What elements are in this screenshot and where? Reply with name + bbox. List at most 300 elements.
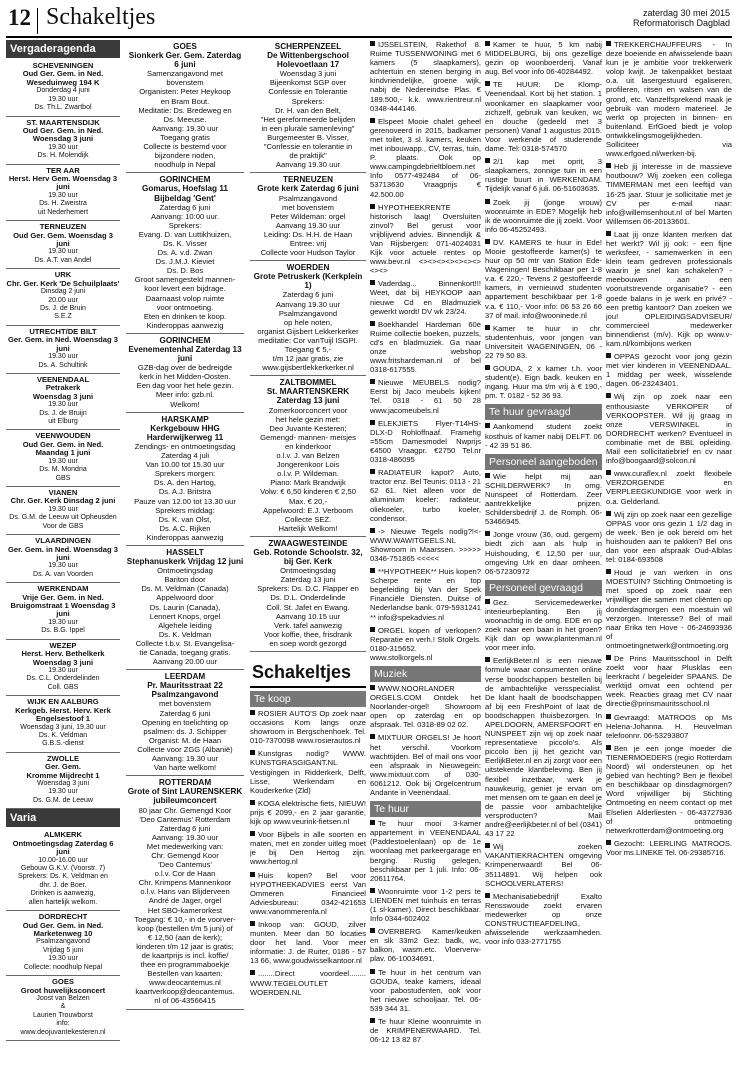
event-detail-line: Vrijdag 5 juni (42, 946, 84, 954)
classified-ad-text: www.curaflex.nl zoekt flexibele VERZORGENDE en VERPLEEGKUNDIGE voor werk in o.a. Gelderland. (606, 469, 732, 506)
event-detail-line: S.E.Z (54, 313, 72, 321)
classified-ad (370, 927, 481, 963)
classified-ad-text: WWW.NOORLANDER ORGELS.COM Ontdek het Noorlander-orgel! Showroom open op zaterdag en op afspraak. Tel. 0318-89 02 02. (370, 684, 481, 730)
classified-ad-text: Laat jij onze klanten merken dat het werkt? Wil jij ook: - een fijne werksfeer, - samenwerken in een klein team gedreven professionals waarin je snel kan schakelen? - meebouwen aan een vooruitstrevende organisatie? - een goede balans in je werk en privé? - een prettig kantoor? Dan zoeken we jou! OPLEIDINGSADVISEUR/ commercieel medewerker binnendienst (m/v). Kijk op www.v-kam.nl/kombijons werken (606, 229, 732, 348)
bullet-square-icon (370, 1018, 375, 1023)
event-detail-line: Sprekers: Ds. D.C. Flapper en (257, 584, 359, 594)
event-detail-line: 19.30 uur (48, 788, 78, 796)
event-listing (6, 753, 120, 810)
category-header: Varia (6, 809, 120, 827)
bullet-square-icon (250, 800, 255, 805)
event-detail-line: "Confessie en tolerantie in (263, 142, 353, 152)
event-detail-line: bijzondere noden, (154, 151, 216, 161)
event-detail-line: Welkom! (170, 399, 200, 409)
event-detail-line: Aanvang 19.30 uur (275, 160, 341, 170)
event-listing (6, 640, 120, 697)
bullet-square-icon (606, 511, 611, 516)
classified-ad-text: OVERBERG Kamer/keuken en slk 33m2 Gez: badk, wc, balkon, wasm.etc. Vloerverw-plav. 06-10034691. (370, 927, 481, 964)
classified-ad-text: ORGEL kopen of verkopen? Reparatie en verh.! Stolk Orgels. 0180-315652. www.stolkorgels.nl (370, 625, 481, 662)
event-listing (6, 829, 120, 911)
event-detail-line: Samenzangavond met (147, 69, 223, 79)
classified-ad-text: IJSSELSTEIN, Rakethof 8. Ruime TUSSENWONING met 6 kamers (5 slaapkamers), achtertuin en stenen berging in kindvriendelijke, groene wijk, nabij de Nedereindse Plas. € 189.500,- k.k. www.rientreur.nl 0348-444146. (370, 40, 481, 113)
event-detail-line: Ds. K. van Olst, (158, 514, 212, 524)
event-title-line: Kerkgebouw HHG Harderwijkerweg 11 (146, 423, 224, 442)
event-listing (6, 374, 120, 431)
event-detail-line: www.gijsbertlekkerkerker.nl (262, 363, 354, 373)
event-detail-line: Ds. H. Zweistra (39, 200, 87, 208)
event-detail-line: Toegang gratis (160, 132, 210, 142)
event-detail-line: Ds. A.J. Britstra (158, 487, 212, 497)
event-title-line: Ger. Gem. in Ned. Woensdag 3 juni (8, 544, 118, 562)
event-detail-line: Sprekers morgen: (154, 469, 216, 479)
event-detail-line: Evang. D. van Luttikhuizen, (138, 229, 232, 239)
event-detail-line: Zaterdag 6 juni (159, 823, 211, 833)
event-detail-line: "Het gereformeerde belijden (260, 114, 356, 124)
event-listing (126, 173, 244, 334)
event-detail-line: Ds. M. Veldman (Canada) (141, 584, 229, 594)
bullet-square-icon (485, 599, 490, 604)
event-detail-line: 19.30 uur (48, 457, 78, 465)
page-number: 12 (8, 5, 31, 30)
bullet-square-icon (370, 204, 375, 209)
event-listing (250, 261, 366, 376)
event-title-line: Ger. Gem. in Ned. Woensdag 3 juni (8, 335, 118, 353)
subsection-header: Personeel gevraagd (485, 580, 602, 596)
event-detail-line: voor ontmoeting. (156, 302, 214, 312)
classified-ad-text: ........Direct voordeel........ WWW.TEGELOUTLET WOERDEN.NL (250, 969, 366, 997)
event-title-line: Grote of Sint LAURENSKERK (127, 787, 243, 797)
event-title-line: Oud Ger. Gem. in Ned. Maandag 1 juni (22, 439, 104, 458)
event-title-line: VIANEN (48, 487, 78, 497)
event-detail-line: Collecte: noodhulp Nepal (23, 963, 103, 971)
event-title-line: Chr. Ger. Kerk Dinsdag 2 juni (10, 496, 116, 506)
event-detail-line: bovenstem (166, 78, 204, 88)
bullet-square-icon (606, 655, 611, 660)
event-title-line: Sionkerk Ger. Gem. Zaterdag 6 juni (128, 51, 242, 70)
event-detail-line: 19.30 uur (48, 191, 78, 199)
event-detail-line: Chr. Gemengd Koor (151, 850, 219, 860)
event-title-line: Oud Ger. Gem. in Ned. Weseduinweg 194 K (22, 69, 104, 87)
classified-ad-text: TE HUUR: De Klomp-Veenendaal. Kort bij het station. 1 woonkamer en slaapkamer voor zichzelf, gebruik van keuken, wc en douche (gedeeld met 3 personen) Vanaf 1 augustus 2015. Voor werkende of studerende dame. Tel: 0318-574570 (485, 80, 602, 154)
bullet-square-icon (370, 469, 375, 474)
bullet-square-icon (606, 231, 611, 236)
event-detail-line: uit Elburg (48, 418, 78, 426)
event-title-line: ALMKERK (44, 830, 82, 840)
subsection-header: Te huur gevraagd (485, 404, 602, 420)
classified-ad (370, 419, 481, 464)
bullet-square-icon (606, 745, 611, 750)
event-listing (126, 776, 244, 1009)
classified-ad-text: Gez. Servicemedewerker interieurbeplanting. Ben jij woonachtig in de omg. EDE en op zoek naar een baan in het groen? Kijk dan op www.plantenman.nl voor meer info. (485, 597, 602, 653)
event-detail-line: Lennert Knops, orgel (149, 611, 221, 621)
classified-ad (606, 469, 732, 505)
event-title-line: VLAARDINGEN (35, 536, 91, 546)
bullet-square-icon (606, 569, 611, 574)
classified-ad-text: Wij zijn op zoek naar een gezellige OPPAS voor ons gezin 1 1/2 dag in de week. Ben je ook bereid om het huishouden aan te pakken? Bel ons dan voor een afspraak Oud-Alblas tel: 0184-693508 (606, 509, 732, 565)
bullet-square-icon (370, 420, 375, 425)
event-detail-line: Peter Wildeman: orgel (270, 211, 346, 221)
event-detail-line: Ds. K. Visser (163, 238, 207, 248)
event-detail-line: www.deojuvantekesteren.nl (20, 1028, 106, 1036)
classified-ad (370, 279, 481, 315)
classified-ad-text: DV. KAMERS te huur in Ede! Mooie gestoffeerde kamer(s) te huur op 50 mtr van Station Ede-Wageningen! Beschikbaar per 1-8 v.a. € 220,- Tevens 2 gestoffeerde kamers, in vernieuwd studenten appartement beschikbaar per 1-8 v.a. € 110,- Voor info: 06 53 26 66 37 of mail. info@wooninede.nl (485, 237, 602, 320)
event-detail-line: Coll. St. Jafet en Ewang. (266, 602, 350, 612)
event-detail-line: Dr. H. van den Belt, (275, 105, 341, 115)
classified-ad (250, 749, 366, 794)
classified-ad (485, 238, 602, 320)
classified-ad (370, 203, 481, 276)
event-title-line: De Wittenbergschool Holevoetlaan 17 (267, 51, 349, 70)
bullet-square-icon (250, 872, 255, 877)
bullet-square-icon (485, 473, 490, 478)
event-detail-line: GZB-dag over de bedreigde (137, 363, 233, 373)
event-title-line: Chr. Ger. Kerk 'De Schuilplaats' (6, 278, 120, 288)
event-detail-line: Collecte is bestemd voor (143, 142, 227, 152)
event-listing (6, 976, 120, 1041)
classified-ad-text: TREKKERCHAUFFEURS - In deze boeiende en afwisselende baan kun je je ambitie voor trekkerwerk volop kwijt. Je takenpakket bestaat o.a. uit lasergestuurd egaliseren, profileren, ritsen en walsen van de grond, etc. Vanzelfsprekend maak je gebruik van modern materieel. Je werkt op projecten in binnen- en buitenland. ErfGoed biedt je volop ontwikkelingsmogelijkheden. Solliciteer via www.erfgoed.nl/werken-bij. (606, 40, 732, 159)
event-listing (6, 221, 120, 269)
event-detail-line: Gebouw G.K.V. (Voorstr. 7) (20, 865, 106, 873)
event-detail-line: Ds. C.L. Onderdelinden (26, 675, 100, 683)
event-listing (126, 40, 244, 173)
classified-ad-text: Voor Bijbels in alle soorten en maten, met en zonder uitleg moet je bij Den Hertog zijn. www.hertog.nl (250, 830, 366, 867)
event-detail-line: Verk. tafel aanwezig (274, 620, 342, 630)
event-detail-line: o.l.v. Cor de Haan (154, 869, 216, 879)
bullet-square-icon (250, 710, 255, 715)
event-detail-line: Meer info: gzb.nl. (155, 390, 215, 400)
event-title-line: TER AAR (46, 165, 80, 175)
event-detail-line: GBS (55, 474, 71, 482)
bullet-square-icon (370, 969, 375, 974)
event-detail-line: en soep wordt gezorgd (269, 638, 347, 648)
event-title-line: TERNEUZEN (282, 175, 334, 185)
page-header (6, 2, 732, 38)
event-detail-line: Aanvang 10.15 uur (275, 611, 341, 621)
column-1 (6, 40, 120, 1064)
event-detail-line: Hartelijk Welkom! (278, 523, 338, 533)
event-detail-line: de praktijk" (289, 151, 327, 161)
classified-ad-text: MIXTUUR ORGELS! Je hoort het verschil. Voorkom wachttijden. Bel of mail ons voor een afspraak in Nieuwegein: www.mixtuur.com of 030-6061212. Ook bij Orgelcentrum Andante in Veenendaal. (370, 733, 481, 798)
event-detail-line: Organisten: Peter Heykoop (139, 87, 231, 97)
event-detail-line: 19.30 uur (48, 401, 78, 409)
classified-ad (485, 472, 602, 527)
bullet-square-icon (606, 470, 611, 475)
event-detail-line: Ds. A.C. Rijken (159, 523, 211, 533)
event-detail-line: Max. € 20,- (289, 496, 327, 506)
event-title-line: Pr. Mauritsstraat 22 Psalmzangavond (147, 681, 223, 700)
event-detail-line: Sprekers: (291, 96, 325, 106)
event-detail-line: Aanvang 19.30 uur (275, 299, 341, 309)
event-title-line: UTRECHT/DE BILT (29, 326, 97, 336)
event-detail-line: Aanvang: 19.30 uur (151, 123, 219, 133)
classified-ad-text: Heb jij interesse in de massieve houtbouw? Wij zoeken een collega TIMMERMAN met een leeftijd van 16-25 jaar. Stuur je sollicitatie met je CV per e-mail naar: info@willemsenhout.nl of bel Marten Willemsen 06-20133601. (606, 162, 732, 226)
event-detail-line: 20.00 uur (48, 296, 78, 304)
event-title-line: URK (54, 270, 72, 280)
classified-ad-text: GOUDA, 2 x kamer t.h. voor student(e). Eign badk. keuken en ingang. Huur ma t/m vrij à € 190,- pm. T. 0182 - 52 36 93. (485, 364, 602, 401)
classified-ad-text: Nieuwe MEUBELS nodig? Eerst bij Jaco meubels kijken! Tel. 0318 - 61 50 28 www.jacomeubels.nl (370, 378, 481, 415)
event-title-line: GOES (52, 977, 74, 987)
subsection-header: Te koop (250, 691, 366, 707)
event-detail-line: Van harte welkom! (153, 763, 217, 773)
classified-ad (606, 744, 732, 835)
classified-ad-text: Aankomend student zoekt kosthuis of kamer nabij DELFT. 06 - 42 39 51 86. (485, 422, 602, 450)
event-detail-line: Kinderoppas aanwezig (146, 532, 224, 542)
classified-ad-text: OPPAS gezocht voor jong gezin met vier kinderen in VEENENDAAL. 1 middag per week, wisselende dagen. 06-23243401. (606, 352, 732, 389)
event-detail-line: meditatie: Cor vanTuijl ISGPI. (258, 335, 358, 345)
classified-ad-text: Elspeet Mooie chalet geheel gerenoveerd in 2015, badkamer met toilet, 3 sl. kamers, keuken met inbouwapp., CV, terras, tuin, P. plaats. Ook op www.campingdebrieltbloem.net Info 0577-492484 of 06-53713630 Vraagprijs € 42.500.00 (370, 116, 481, 199)
classified-ad (606, 713, 732, 740)
bullet-square-icon (250, 970, 255, 975)
event-detail-line: 'Deo Cantemus' (158, 860, 212, 870)
event-title-line: ROTTERDAM (158, 778, 212, 788)
event-listing (250, 173, 366, 261)
event-title-line: Grote kerk Zaterdag 6 juni (257, 184, 359, 194)
bullet-square-icon (606, 353, 611, 358)
event-detail-line: 19.30 uur (48, 505, 78, 513)
event-detail-line: Zaterdag 6 juni (159, 708, 211, 718)
event-detail-line: Woensdag 3 juni, 19.30 uur (20, 723, 106, 731)
classified-ad (485, 842, 602, 887)
event-detail-line: kaartverkoop@deocantemus. (135, 987, 235, 997)
event-detail-line: Ds. K. Veldman (158, 629, 212, 639)
classified-ad (370, 117, 481, 199)
classified-ad-text: Te huur Kleine woonruimte in de KRIMPENERWAARD. Tel. 06-12 13 82 87 (370, 1017, 481, 1045)
bullet-square-icon (606, 163, 611, 168)
classified-ad-text: Huis kopen? Bel voor HYPOTHEEKADVIES eerst Van Ommeren Financieel Adviesbureau: 0342-421653 www.vanommerenfa.nl (250, 870, 366, 916)
classified-ad (606, 568, 732, 650)
event-detail-line: Volw: € 6,50 kinderen € 2,50 (260, 487, 356, 497)
event-detail-line: Gemengd- mannen- meisjes (260, 432, 356, 442)
classified-ad-text: Jonge vrouw (36, oud. gergem) biedt zich aan als hulp in Huishouding, € 12,50 per uur, omgeving Urk en daar omheen. 06-57230972 (485, 530, 602, 576)
event-title-line: WIJK EN AALBURG (27, 697, 99, 707)
classified-ad (250, 830, 366, 866)
bullet-square-icon (485, 325, 490, 330)
event-detail-line: Toegang: € 10,- in de voorver- (134, 914, 236, 924)
event-detail-line: Ds. Laurin (Canada), (149, 602, 221, 612)
event-detail-line: 80 jaar Chr. Gemengd Koor (138, 805, 232, 815)
event-detail-line: Jongerenkoor Lois (276, 460, 340, 470)
event-detail-line: 19.30 uur (48, 143, 78, 151)
classified-ad-text: Te huur mooi 3-kamer appartement in VEENENDAAL (Paddestoelenlaan) op de 1e woonlaag met parkeergarage en berging. Rustig gelegen, beschikbaar per 1 juli. Info: 06-20611764. (370, 819, 481, 883)
event-detail-line: 19.30 uur (48, 562, 78, 570)
classified-ad (485, 40, 602, 76)
classified-ad (370, 733, 481, 797)
event-detail-line: Psalmzangavond (36, 938, 90, 946)
event-detail-line: o.l.v. P. Wildeman. (277, 469, 339, 479)
event-title-line: LEERDAM (164, 672, 206, 682)
classified-ad-text: Zoek jij (jonge vrouw) woonruimte in EDE? Mogelijk heb ik de woonruimte die jij zoekt. Voor info 06-45252493. (485, 197, 602, 234)
event-detail-line: Ontmoetingsdag (280, 566, 336, 576)
event-detail-line: Ds. J.M.J. Kieviet (155, 257, 215, 267)
bullet-square-icon (370, 118, 375, 123)
event-detail-line: 10.00-16.00 uur (38, 856, 88, 864)
bullet-square-icon (485, 41, 490, 46)
event-title-line: Herst. Herv. Bethelkerk Woensdag 3 juni (21, 649, 105, 667)
classified-ad (250, 969, 366, 996)
classified-ad-text: Boekhandel Hardeman 60e Ruime collectie boeken, puzzels, cd's en bladmuziek. Ga naar onze webshop www.fritshardeman.nl of bel 0318-617555. (370, 319, 481, 375)
event-detail-line: Voor koffie, thee, frisdrank (263, 629, 353, 639)
event-detail-line: Daarnaast volop ruimte (145, 293, 225, 303)
event-title-line: VEENWOUDEN (35, 431, 91, 441)
event-title-line: TERNEUZEN (39, 222, 87, 232)
bullet-square-icon (485, 81, 490, 86)
bullet-square-icon (370, 280, 375, 285)
event-listing (6, 60, 120, 117)
bullet-square-icon (370, 627, 375, 632)
event-listing (126, 334, 244, 413)
classified-ad-text: EerlijkBeter.nl is een nieuwe formule waar consumenten online verse boodschappen bestellen bij de ambachtelijke versspecialist. De klant haalt de boodschappen af bij een FreshPoint of laat de boodschappen thuisbezorgen. In APELDOORN, AMERSFOORT en NUNSPEET zijn wij op zoek naar representatieve piccolo's. Als piccolo ben jij het gezicht van EerlijkBeter.nl en zij zorgt voor een uitstekende klantbeleving. Ben jij flexibel inzetbaar, werk je nauwkeurig, geniet je ervan om met mensen om te gaan en deel je de passie voor ambachtelijke versproducten? Mail andre@eerlijkbeter.nl of bel (0341) 43 17 22 (485, 656, 602, 839)
bullet-square-icon (485, 199, 490, 204)
event-detail-line: het hele gezin met: (275, 414, 341, 424)
bullet-square-icon (485, 158, 490, 163)
event-detail-line: Aanvang 19.30 uur (275, 220, 341, 230)
classified-ad-text: **HYPOTHEEK** Huis kopen? Scherpe rente en top begeleiding bij Van der Spek Financiële Diensten. Duitse of Nederlandse bank. 079-5931241 ** info@spekadvies.nl (370, 567, 481, 622)
event-detail-line: Psalmzangavond (278, 308, 338, 318)
event-detail-line: Collecte t.b.v. St. Evangelisa- (135, 638, 235, 648)
event-title-line: WERKENDAM (37, 584, 89, 594)
event-detail-line: Een dag voor het hele gezin. (136, 381, 234, 391)
event-detail-line: Woensdag 3 juni (279, 69, 337, 79)
classified-ad (606, 40, 732, 158)
event-listing (6, 535, 120, 583)
classified-ad (370, 626, 481, 662)
event-detail-line: Kinderoppas aanwezig (146, 320, 224, 330)
event-detail-line: Zaterdag 13 juni (280, 575, 336, 585)
event-detail-line: Sprekers: (168, 220, 202, 230)
subsection-header: Te huur (370, 801, 481, 817)
event-detail-line: Aanvang 20.00 uur (152, 657, 218, 667)
classified-ad (485, 324, 602, 360)
classified-ad-text: Wij zijn op zoek naar een enthousiaste VERKOPER of VERKOOPSTER. Wil jij graag in onze VERSWINKEL in DORDRECHT werken? Eventueel in combinatie met de BBL opleiding. Mail een sollicitatiebrief en cv naar info@boogaard@solcon.nl (606, 392, 732, 466)
event-detail-line: Ds. A. Schultink (38, 361, 88, 369)
event-detail-line: Ds. K. Veldman (38, 731, 88, 739)
event-detail-line: organist Gijsbert Lekkerkerker (257, 326, 359, 336)
event-listing (6, 911, 120, 976)
event-detail-line: en kinderkoor (284, 441, 331, 451)
event-detail-line: Psalmzangavond (278, 193, 338, 203)
classified-ad (370, 567, 481, 622)
event-detail-line: 19.30 uur (48, 95, 78, 103)
classified-ad-text: RADIATEUR kapot? Auto, tractor enz. Bel Teunis: 0113 - 21 62 61. Niet alleen voor de aluminium koeler: radiateur, oliekoeler, turbo koeler, condensor. (370, 468, 481, 523)
event-detail-line: Ds. D.L. Onderdelinde (270, 593, 346, 603)
event-detail-line: Ds. A. v.d. Zwan (157, 248, 213, 258)
event-detail-line: kerk in het Midden-Oosten. (139, 372, 231, 382)
event-title-line: Petrakerk (45, 383, 81, 393)
event-detail-line: Zomerkoorconcert voor (268, 405, 348, 415)
bullet-square-icon (606, 840, 611, 845)
classified-ad-text: Kunstgras nodig? WWW. KUNSTGRASGIGANT.NL Vestigingen in Ridderkerk, Delft, Lisse, Werkendam en Kouderkerke (Zld) (250, 749, 366, 795)
classified-ad (485, 364, 602, 400)
event-listing (250, 40, 366, 173)
bullet-square-icon (485, 239, 490, 244)
classified-ad (370, 468, 481, 523)
event-detail-line: 19.30 uur (48, 955, 78, 963)
classified-ad-text: -> Nieuwe Tegels nodig?!<- WWW.WAWITGEELS.NL Showroom in Maarssen. >>>>> 0346-751865 <<<<< (370, 526, 481, 563)
classified-ad-text: Woonruimte voor 1-2 pers te LIENDEN met tuinhuis en terras (1 sl-kamer). Direct beschikbaar. Info 0344-602402 (370, 886, 481, 924)
event-detail-line: Groot samengesteld mannen- (134, 275, 236, 285)
classified-ad-text: De Prins Mauritsschool in Delft zoekt voor haar Plusklas een leerkracht / begeleider SPAANS. De werktijd omvat een ochtend per week. Reacties graag met CV naar directie@prinsmauritsschool.nl (606, 654, 732, 709)
event-detail-line: Appelwoord door (156, 593, 214, 603)
classified-ad-text: Gezocht: LEERLING MATROOS. Voor ms.LINEKE Tel. 06-29385716. (606, 838, 732, 857)
event-detail-line: Met medewerking van: (146, 841, 224, 851)
classified-ad (606, 654, 732, 709)
bullet-square-icon (606, 41, 611, 46)
bullet-square-icon (606, 393, 611, 398)
event-detail-line: Aanvang: 10:00 uur. (151, 211, 219, 221)
bullet-square-icon (370, 820, 375, 825)
bullet-square-icon (485, 365, 490, 370)
classified-ad (606, 510, 732, 565)
event-title-line: DORDRECHT (38, 912, 88, 922)
event-detail-line: Ds. H. Molendijk (37, 152, 89, 160)
event-detail-line: Ds. B.G. Ippel (41, 627, 85, 635)
bullet-square-icon (370, 41, 375, 46)
classified-ad-text: Kamer te huur in chr. studentenhuis, voor jongen van Universiteit WAGENINGEN, 06 - 22 79 50 83. (485, 323, 602, 360)
classified-ad (250, 871, 366, 916)
event-detail-line: Drinken is aanwezig, (30, 890, 96, 898)
event-detail-line: Ontmoetingsdag (157, 566, 213, 576)
event-title-line: ZWOLLE (46, 753, 80, 763)
event-detail-line: Voor de GBS (42, 522, 84, 530)
classified-ad-text: Wie helpt mij aan SCHILDERWERK? In omg. Nunspeet of Rotterdam. Zeer aantrekkelijke prijzen. Schildersbedrijf J. de Romph. 06-53466945. (485, 471, 602, 527)
bullet-square-icon (370, 528, 375, 533)
event-title-line: SCHEVENINGEN (32, 61, 94, 70)
classified-ad (606, 392, 732, 465)
event-detail-line: Eten en drinken te koop. (143, 311, 227, 321)
classified-ad (485, 198, 602, 234)
classified-ad-text: Gevraagd: MATROOS op Ms Helena-Johanna. H. Heuvelman telefoonnr. 06-53293807 (606, 712, 732, 740)
event-listing (6, 487, 120, 535)
event-detail-line: André de Jager, orgel (148, 896, 222, 906)
event-title-line: Ger. Gem. (45, 762, 81, 772)
event-detail-line: Ds. A. den Hartog, (153, 478, 217, 488)
event-title-line: Gomarus, Hoefslag 11 Bijbeldag 'Gent' (141, 184, 228, 203)
event-detail-line: koor levert een bijdrage. (144, 284, 226, 294)
classified-ad (250, 799, 366, 826)
event-detail-line: Algehele leiding (158, 620, 212, 630)
event-detail-line: met bovenstem (159, 699, 211, 709)
event-title-line: GORINCHEM (159, 175, 211, 185)
publication-name: Reformatorisch Dagblad (632, 18, 730, 28)
classified-ad (250, 920, 366, 965)
classified-ad (606, 839, 732, 857)
event-detail-line: Laurien Trouwborst (33, 1011, 93, 1019)
column-6 (606, 40, 732, 1064)
classified-ad (485, 422, 602, 449)
event-detail-line: Joost van Belzen (36, 994, 90, 1002)
event-detail-line: Zaterdag 6 juni (282, 290, 334, 300)
event-detail-line: Appelwoord: E.J. Verboom (263, 505, 353, 515)
subsection-header: Personeel aangeboden (485, 454, 602, 470)
bullet-square-icon (370, 321, 375, 326)
classified-ad (250, 709, 366, 745)
event-listing (6, 696, 120, 753)
classified-ad-text: Inkoop van: GOUD, zilver munten. Meer dan 50 locaties door het land. Voor meer informatie: J. de Ruiter, 0186 - 57 13 66, www.goudwisselkantoor.nl (250, 919, 366, 966)
event-detail-line: Confessie en Tolerantie (268, 87, 348, 97)
event-detail-line: nl of 06-43566415 (154, 996, 216, 1006)
bullet-square-icon (370, 568, 375, 573)
event-title-line: GOES (173, 42, 197, 51)
event-detail-line: noodhulp in Nepal (154, 160, 216, 170)
event-listing (6, 269, 120, 326)
event-detail-line: Woensdag 3 juni (36, 780, 90, 788)
classified-ad (606, 162, 732, 226)
event-detail-line: Sprekers: Ds. K. Veldman en (18, 873, 108, 881)
column-4 (370, 40, 481, 1064)
classified-ad (606, 352, 732, 388)
event-listing (6, 165, 120, 222)
event-title-line: Vrije Ger. Gem. in Ned. Bruigomstraat 1 Woensdag 3 juni (10, 592, 116, 619)
